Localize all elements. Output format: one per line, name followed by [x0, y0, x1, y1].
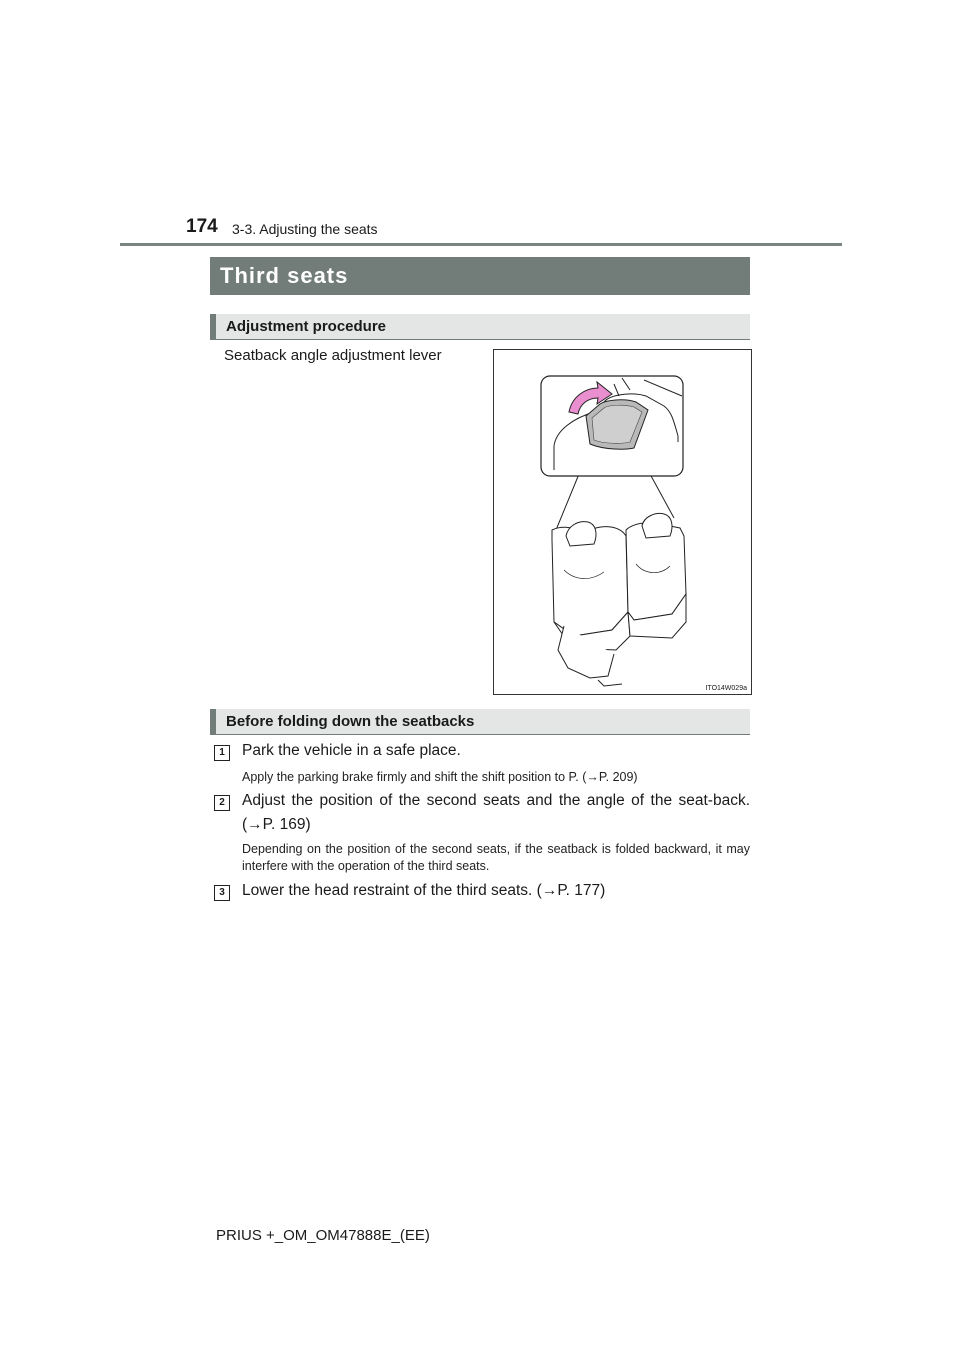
folding-heading-bar [210, 709, 750, 735]
step-note: Depending on the position of the second seats, if the seatback is folded backward, it may interfere with the operation of the third seats. [242, 842, 750, 873]
page-title: Third seats [220, 263, 349, 288]
step-number: 3 [214, 885, 230, 901]
figure-code: ITO14W029a [705, 685, 747, 692]
lever-label: Seatback angle adjustment lever [224, 347, 442, 364]
step-text: Park the vehicle in a safe place. [242, 742, 461, 759]
step-number: 2 [214, 795, 230, 811]
step-note: Apply the parking brake firmly and shift the shift position to P. (→P. 209) [242, 770, 638, 784]
section-label: 3-3. Adjusting the seats [232, 221, 378, 237]
page-number: 174 [186, 216, 218, 237]
folding-heading: Before folding down the seatbacks [226, 713, 475, 730]
step-text: Lower the head restraint of the third seats. (→P. 177) [242, 882, 606, 899]
step-text: Adjust the position of the second seats and the angle of the seat-back. (→P. 169) [242, 792, 750, 833]
step-number: 1 [214, 745, 230, 761]
seat-illustration [494, 350, 751, 694]
header-rule [120, 243, 842, 246]
footer-code: PRIUS +_OM_OM47888E_(EE) [216, 1227, 430, 1244]
adjustment-heading-bar [210, 314, 750, 340]
adjustment-heading: Adjustment procedure [226, 318, 387, 335]
title-bar [210, 257, 750, 295]
seat-figure [493, 349, 752, 695]
